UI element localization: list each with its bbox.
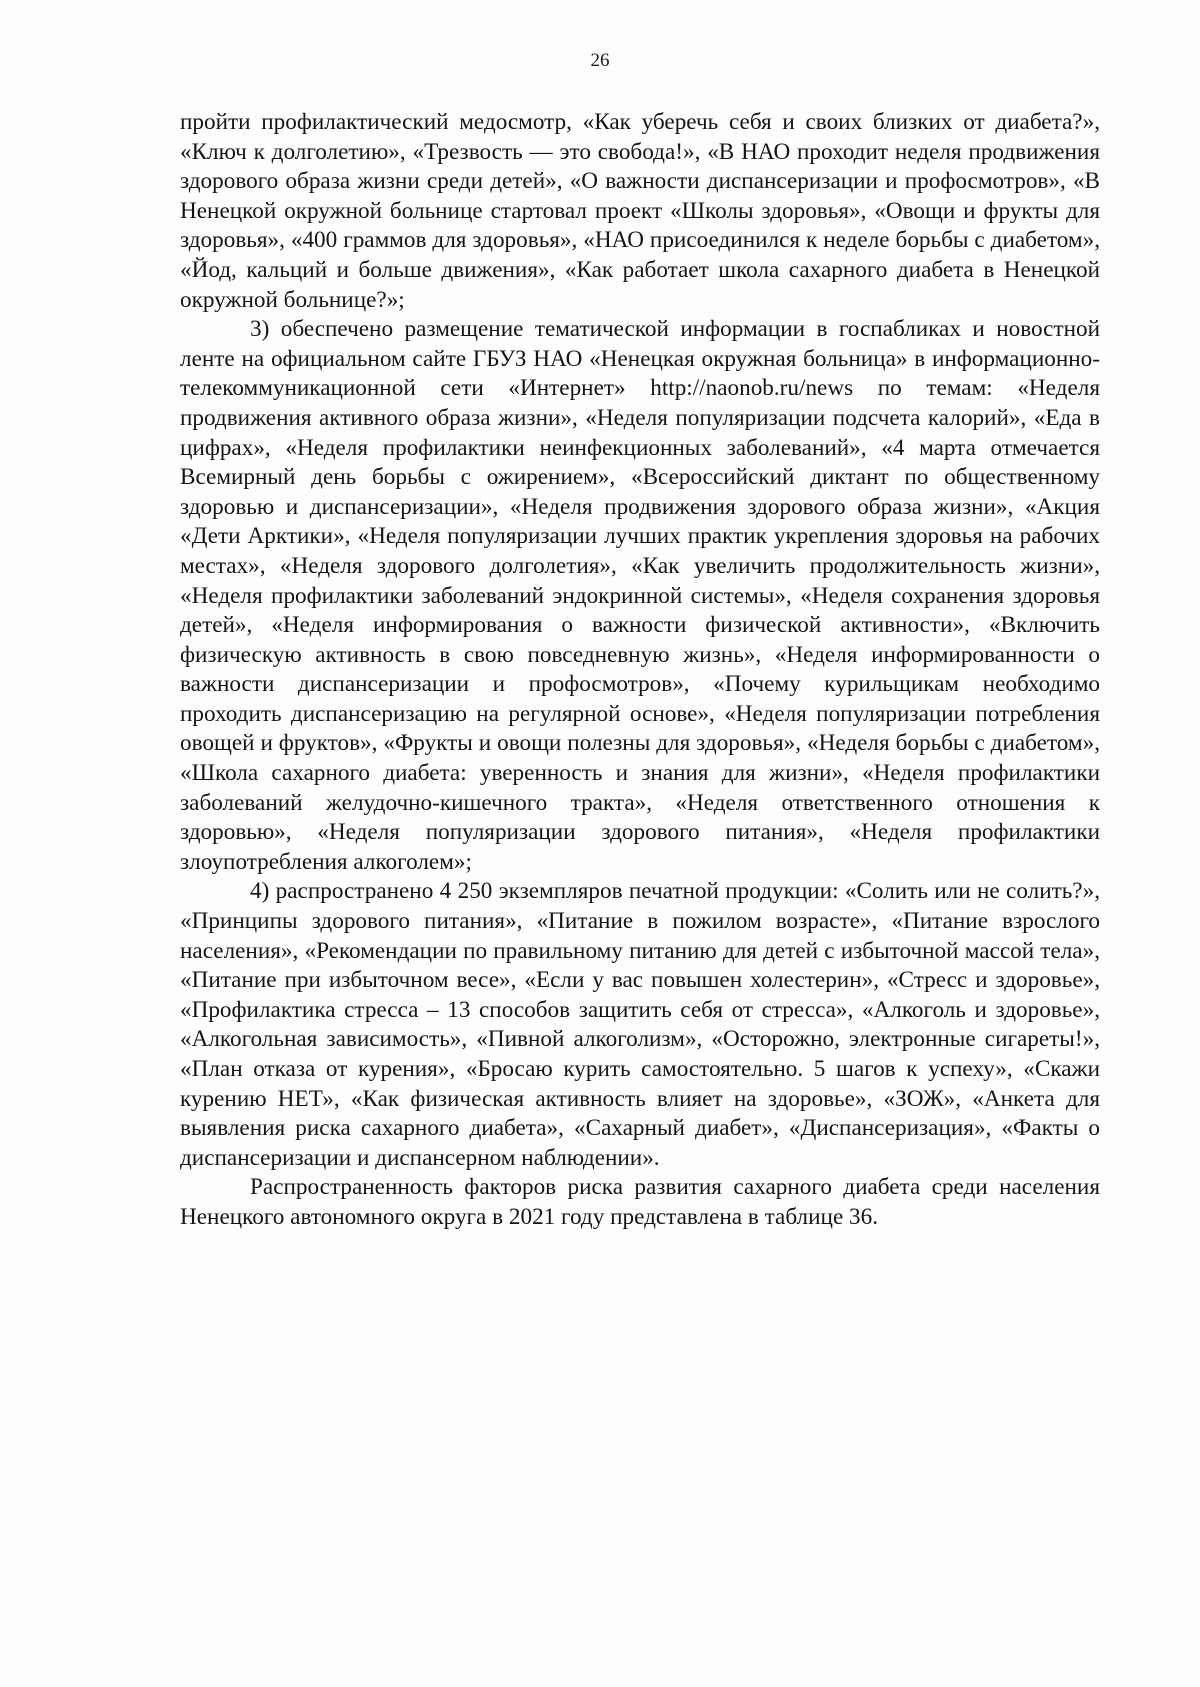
paragraph-item-4: 4) распространено 4 250 экземпляров печатной продукции: «Солить или не солить?», «Принципы здорового питания», «Питание в пожилом возрасте», «Питание взрослого населения», «Рекомендации по правильному питанию для детей с избыточной массой тела», «Питание при избыточном весе», «Если у вас повышен холестерин», «Стресс и здоровье», «Профилактика стресса – 13 способов защитить себя от стресса», «Алкоголь и здоровье», «Алкогольная зависимость», «Пивной алкоголизм», «Осторожно, электронные сигареты!», «План отказа от курения», «Бросаю курить самостоятельно. 5 шагов к успеху», «Скажи курению НЕТ», «Как физическая активность влияет на здоровье», «ЗОЖ», «Анкета для выявления риска сахарного диабета», «Сахарный диабет», «Диспансеризация», «Факты о диспансеризации и диспансерном наблюдении». bbox=[180, 878, 1100, 1171]
document-body bbox=[180, 108, 1100, 1233]
paragraph-conclusion: Распространенность факторов риска развития сахарного диабета среди населения Ненецкого автономного округа в 2021 году представлена в таблице 36. bbox=[180, 1174, 1100, 1230]
page-number: 26 bbox=[590, 50, 610, 71]
paragraph-item-3: 3) обеспечено размещение тематической информации в госпабликах и новостной ленте на официальном сайте ГБУЗ НАО «Ненецкая окружная больница» в информационно-телекоммуникационной сети «Интернет» http://naonob.ru/news по темам: «Неделя продвижения активного образа жизни», «Неделя популяризации подсчета калорий», «Еда в цифрах», «Неделя профилактики неинфекционных заболеваний», «4 марта отмечается Всемирный день борьбы с ожирением», «Всероссийский диктант по общественному здоровью и диспансеризации», «Неделя продвижения здорового образа жизни», «Акция «Дети Арктики», «Неделя популяризации лучших практик укрепления здоровья на рабочих местах», «Неделя здорового долголетия», «Как увеличить продолжительность жизни», «Неделя профилактики заболеваний эндокринной системы», «Неделя сохранения здоровья детей», «Неделя информирования о важности физической активности», «Включить физическую активность в свою повседневную жизнь», «Неделя информированности о важности диспансеризации и профосмотров», «Почему курильщикам необходимо проходить диспансеризацию на регулярной основе», «Неделя популяризации потребления овощей и фруктов», «Фрукты и овощи полезны для здоровья», «Неделя борьбы с диабетом», «Школа сахарного диабета: уверенность и знания для жизни», «Неделя профилактики заболеваний желудочно-кишечного тракта», «Неделя ответственного отношения к здоровью», «Неделя популяризации здорового питания», «Неделя профилактики злоупотребления алкоголем»; bbox=[180, 316, 1100, 875]
paragraph-continuation: пройти профилактический медосмотр, «Как уберечь себя и своих близких от диабета?», «Ключ к долголетию», «Трезвость — это свобода!», «В НАО проходит неделя продвижения здорового образа жизни среди детей», «О важности диспансеризации и профосмотров», «В Ненецкой окружной больнице стартовал проект «Школы здоровья», «Овощи и фрукты для здоровья», «400 граммов для здоровья», «НАО присоединился к неделе борьбы с диабетом», «Йод, кальций и больше движения», «Как работает школа сахарного диабета в Ненецкой окружной больнице?»; bbox=[180, 109, 1100, 313]
